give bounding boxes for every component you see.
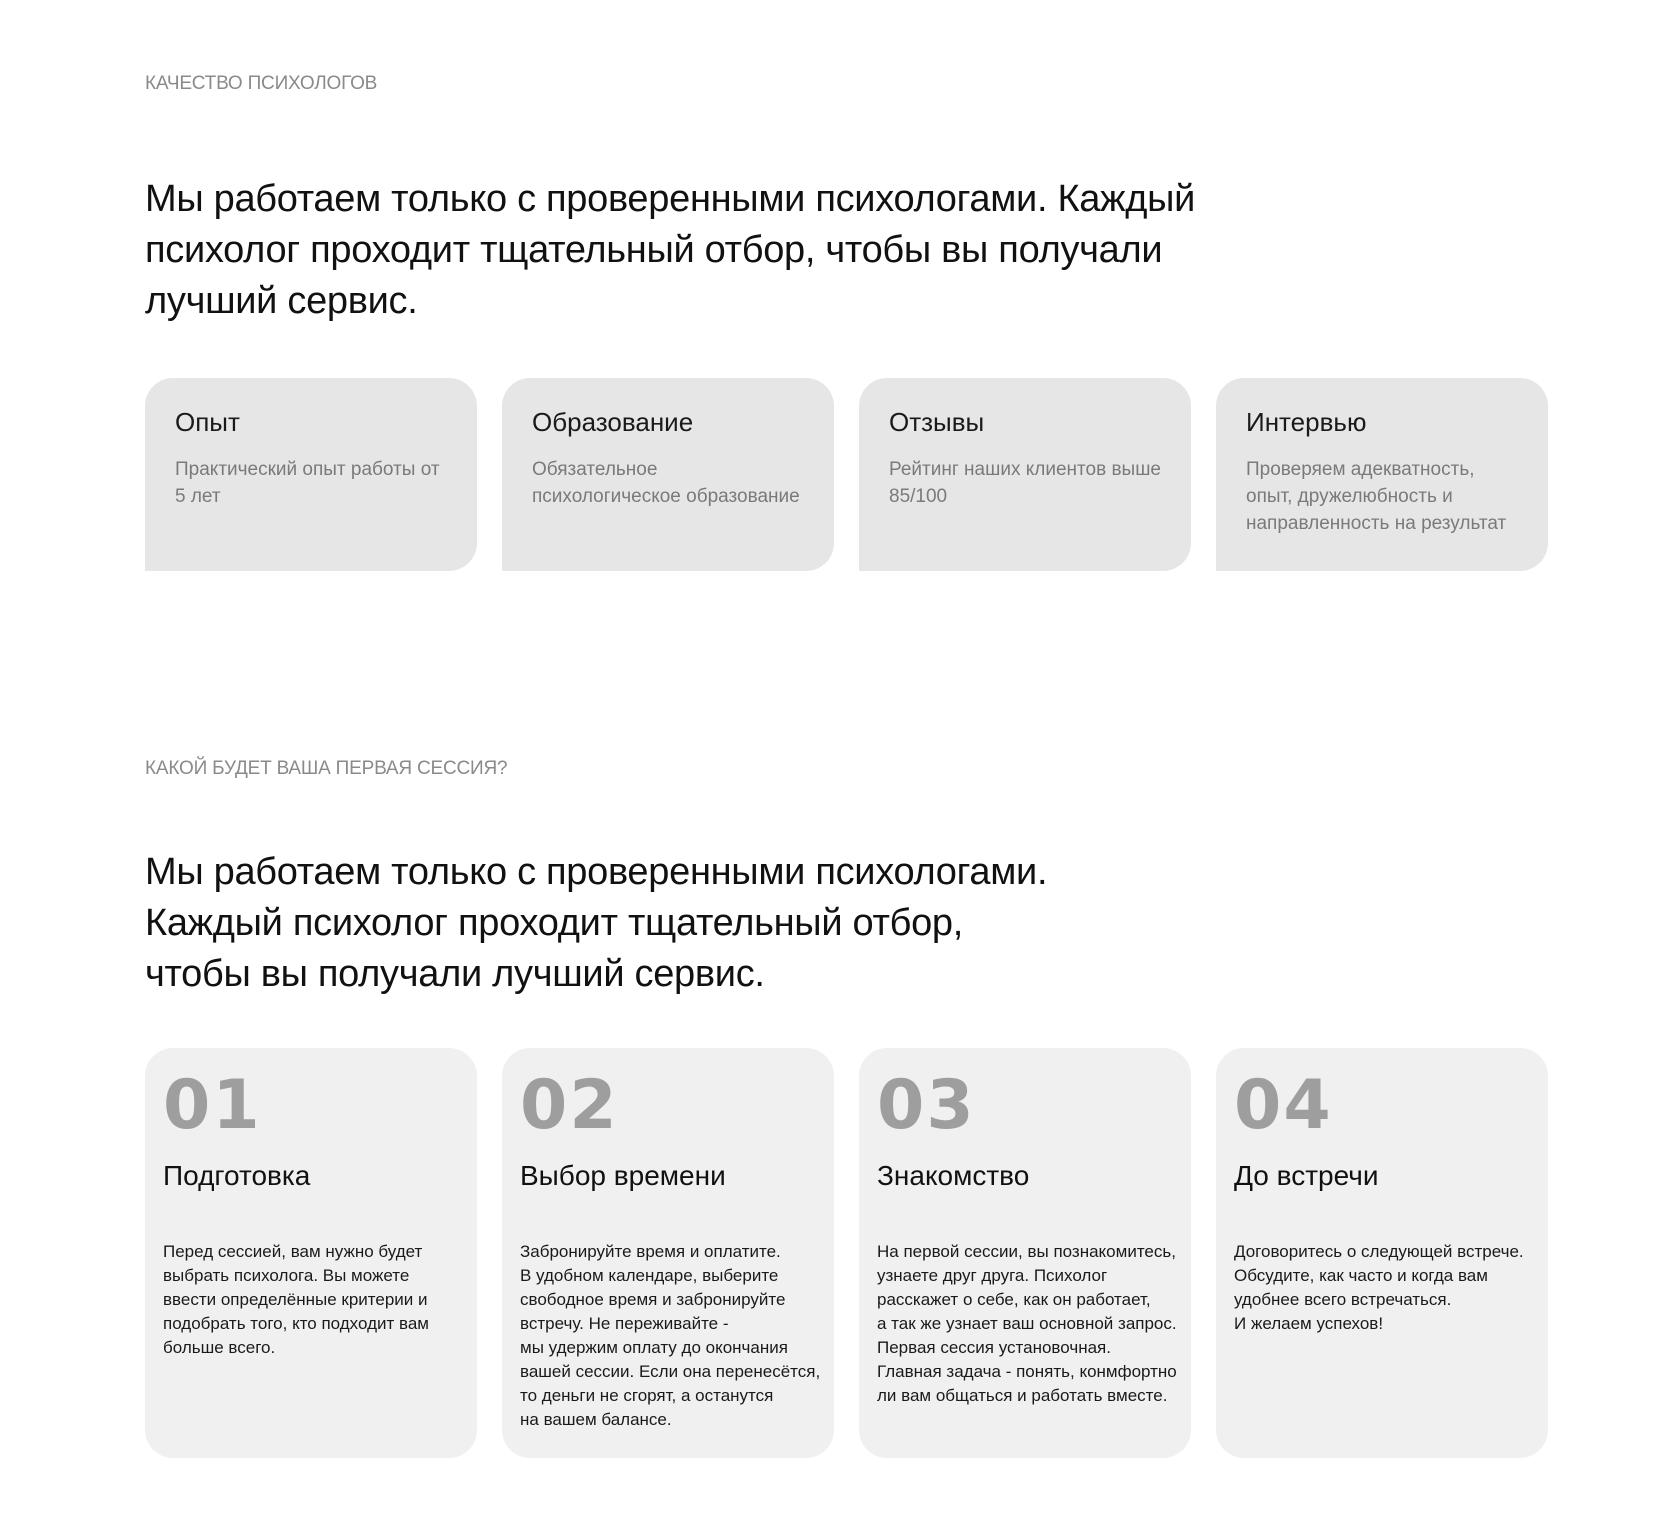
section-eyebrow-session: КАКОЙ БУДЕТ ВАША ПЕРВАЯ СЕССИЯ? — [145, 758, 508, 779]
step-number: 02 — [520, 1066, 619, 1145]
quality-cards — [145, 378, 1548, 571]
section-heading-session: Мы работаем только с проверенными психологами. Каждый психолог проходит тщательный отбор, чтобы вы получали лучший сервис. — [145, 851, 1048, 995]
session-steps — [145, 1048, 1548, 1458]
session-step-card-preparation — [145, 1048, 477, 1458]
session-step-card-acquaintance — [859, 1048, 1191, 1458]
quality-card-title: Интервью — [1246, 407, 1367, 437]
step-title: Подготовка — [163, 1160, 311, 1191]
quality-card-description: Проверяем адекватность, опыт, дружелюбность и направленность на результат — [1246, 459, 1507, 534]
step-title: До встречи — [1234, 1160, 1379, 1191]
step-description: Договоритесь о следующей встрече. Обсудите, как часто и когда вам удобнее всего встречаться. И желаем успехов! — [1234, 1242, 1524, 1333]
quality-card-experience — [145, 378, 477, 571]
step-title: Знакомство — [877, 1160, 1030, 1191]
step-description: Забронируйте время и оплатите. В удобном календаре, выберите свободное время и забронируйте встречу. Не переживайте - мы удержим оплату до окончания вашей сессии. Если она перенесётся, то деньги не сгорят, а останутся на вашем балансе. — [520, 1242, 821, 1429]
step-title: Выбор времени — [520, 1160, 726, 1191]
quality-card-interview — [1216, 378, 1548, 571]
quality-card-description: Обязательное психологическое образование — [532, 459, 800, 507]
step-number: 01 — [163, 1066, 262, 1145]
session-step-card-next-meeting — [1216, 1048, 1548, 1458]
quality-card-title: Опыт — [175, 407, 240, 437]
quality-card-description: Практический опыт работы от 5 лет — [175, 459, 440, 507]
step-description: Перед сессией, вам нужно будет выбрать психолога. Вы можете ввести определённые критерии и подобрать того, кто подходит вам больше всего. — [163, 1242, 429, 1357]
step-description: На первой сессии, вы познакомитесь, узнаете друг друга. Психолог расскажет о себе, как он работает, а так же узнает ваш основной запрос. Первая сессия установочная. Главная задача - понять, конмфортно ли вам общаться и работать вместе. — [877, 1242, 1177, 1405]
quality-card-education — [502, 378, 834, 571]
section-eyebrow-quality: КАЧЕСТВО ПСИХОЛОГОВ — [145, 73, 378, 94]
quality-card-description: Рейтинг наших клиентов выше 85/100 — [889, 459, 1162, 507]
quality-card-title: Отзывы — [889, 407, 985, 437]
step-number: 04 — [1234, 1066, 1333, 1145]
quality-card-title: Образование — [532, 407, 694, 437]
section-heading-quality: Мы работаем только с проверенными психологами. Каждый психолог проходит тщательный отбор, чтобы вы получали лучший сервис. — [145, 178, 1196, 322]
session-step-card-time-choice — [502, 1048, 834, 1458]
step-number: 03 — [877, 1066, 976, 1145]
quality-card-reviews — [859, 378, 1191, 571]
